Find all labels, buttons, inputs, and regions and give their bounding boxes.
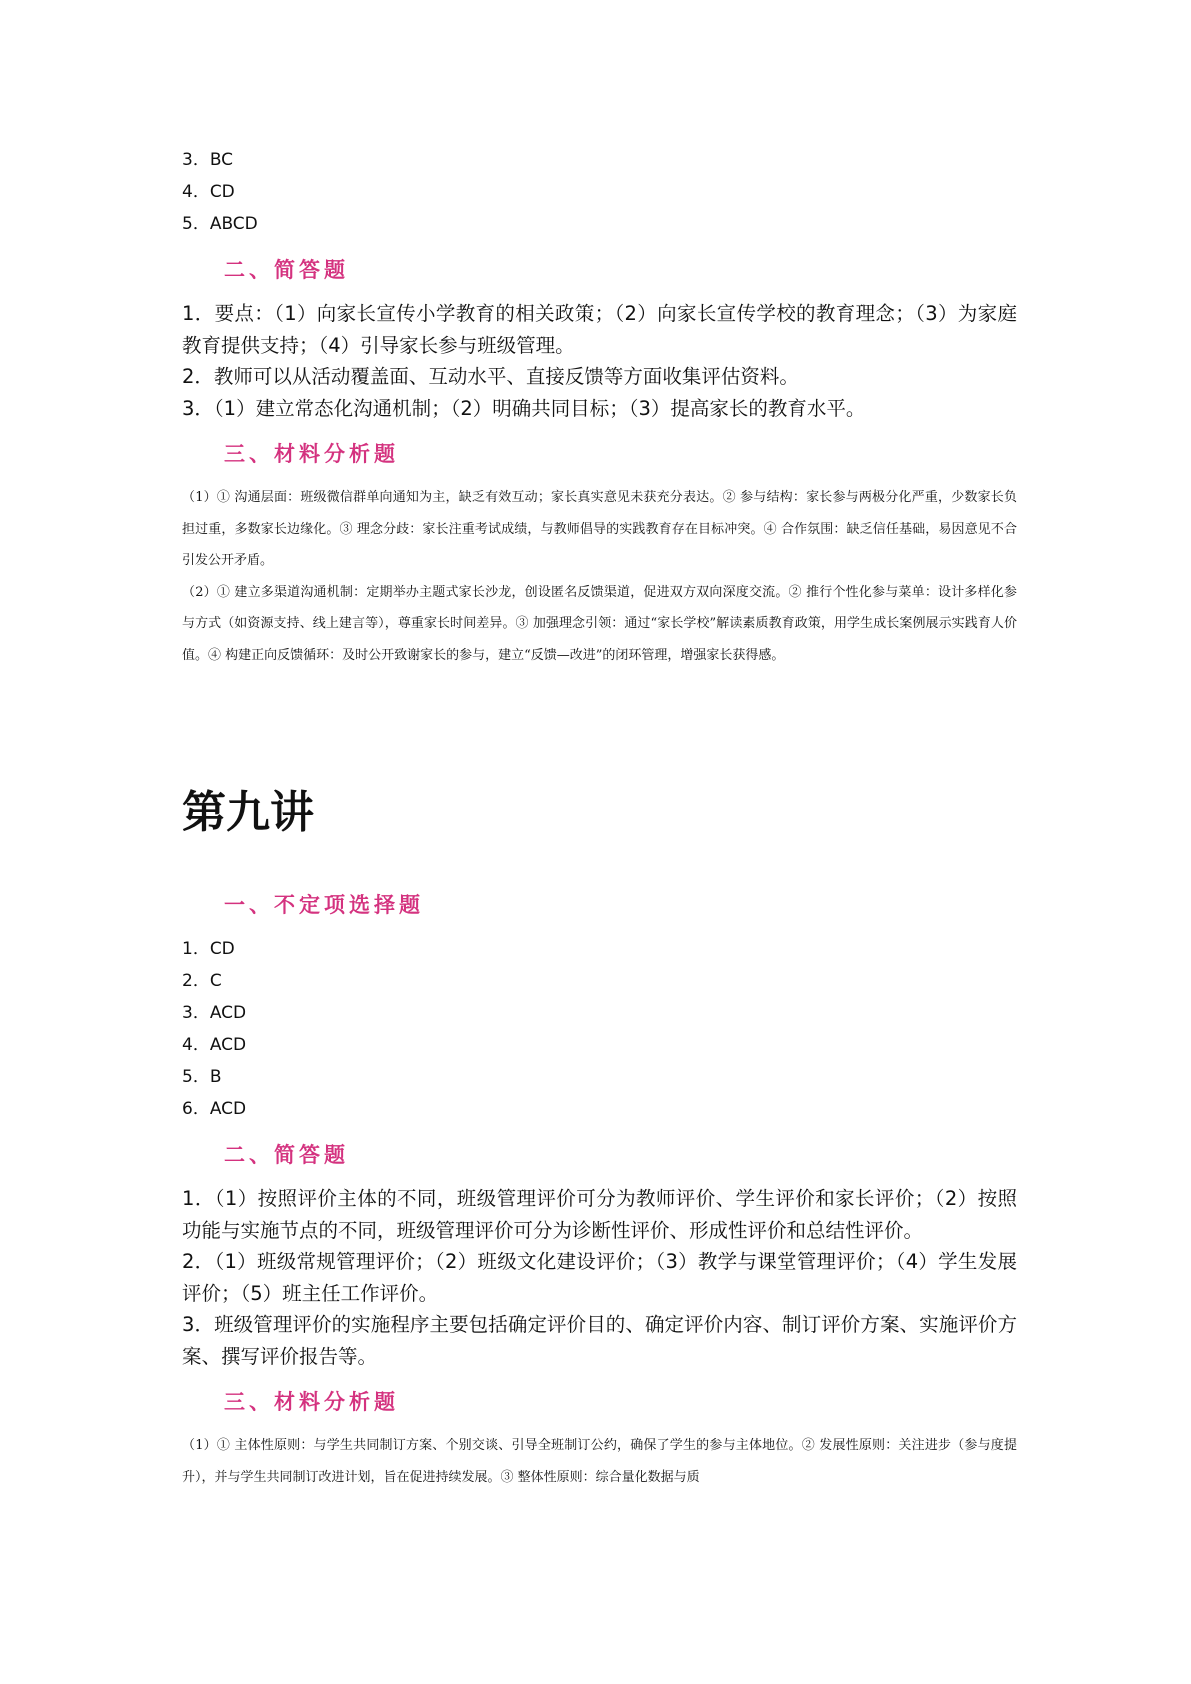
section-heading-short-answer: 二、简答题 [224, 1142, 349, 1167]
material-analysis-text [182, 1430, 1017, 1493]
section-heading-material-analysis: 三、材料分析题 [224, 1389, 399, 1414]
short-answer-list [182, 1183, 1017, 1372]
material-paragraph: （1）① 主体性原则：与学生共同制订方案、个别交谈、引导全班制订公约，确保了学生的参与主体地位。② 发展性原则：关注进步（参与度提升），并与学生共同制订改进计划，旨在促进持续发展。③ 整体性原则：综合量化数据与质 [182, 1438, 1017, 1485]
material-paragraph: （2）① 建立多渠道沟通机制：定期举办主题式家长沙龙，创设匿名反馈渠道，促进双方双向深度交流。② 推行个性化参与菜单：设计多样化参与方式（如资源支持、线上建言等），尊重家长时间差异。③ 加强理念引领：通过“家长学校”解读素质教育政策，用学生成长案例展示实践育人价值。④ 构建正向反馈循环：及时公开致谢家长的参与，建立“反馈—改进”的闭环管理，增强家长获得感。 [182, 584, 1017, 663]
material-analysis-text [182, 482, 1017, 671]
material-paragraph: （1）① 沟通层面：班级微信群单向通知为主，缺乏有效互动；家长真实意见未获充分表达。② 参与结构：家长参与两极分化严重，少数家长负担过重，多数家长边缘化。③ 理念分歧：家长注重考试成绩，与教师倡导的实践教育存在目标冲突。④ 合作氛围：缺乏信任基础，易因意见不合引发公开矛盾。 [182, 490, 1017, 568]
answer-item: 3．ACD [182, 1003, 247, 1023]
answer-item: 2．C [182, 971, 222, 991]
answer-list [182, 933, 1017, 1125]
answer-item: 5．B [182, 1067, 222, 1087]
answer-item: 1．CD [182, 939, 235, 959]
answer-item: 4．CD [182, 182, 235, 202]
short-answer-item: 3．（1）建立常态化沟通机制；（2）明确共同目标；（3）提高家长的教育水平。 [182, 396, 866, 420]
lecture-title: 第九讲 [182, 787, 314, 838]
answer-item: 6．ACD [182, 1099, 247, 1119]
answer-item: 4．ACD [182, 1035, 247, 1055]
short-answer-item: 3．班级管理评价的实施程序主要包括确定评价目的、确定评价内容、制订评价方案、实施评价方案、撰写评价报告等。 [182, 1313, 1017, 1368]
short-answer-list [182, 298, 1017, 424]
short-answer-item: 1．要点：（1）向家长宣传小学教育的相关政策；（2）向家长宣传学校的教育理念；（3）为家庭教育提供支持；（4）引导家长参与班级管理。 [182, 302, 1017, 357]
section-heading-multiple-choice: 一、不定项选择题 [224, 892, 424, 917]
section-heading-short-answer: 二、简答题 [224, 257, 349, 282]
short-answer-item: 1．（1）按照评价主体的不同，班级管理评价可分为教师评价、学生评价和家长评价；（2）按照功能与实施节点的不同，班级管理评价可分为诊断性评价、形成性评价和总结性评价。 [182, 1187, 1017, 1242]
answer-list-top [182, 144, 1017, 240]
section-heading-material-analysis: 三、材料分析题 [224, 441, 399, 466]
document-page [182, 144, 1017, 1493]
short-answer-item: 2．教师可以从活动覆盖面、互动水平、直接反馈等方面收集评估资料。 [182, 365, 799, 388]
answer-item: 3．BC [182, 150, 234, 170]
short-answer-item: 2．（1）班级常规管理评价；（2）班级文化建设评价；（3）教学与课堂管理评价；（4）学生发展评价；（5）班主任工作评价。 [182, 1250, 1017, 1305]
answer-item: 5．ABCD [182, 214, 258, 234]
